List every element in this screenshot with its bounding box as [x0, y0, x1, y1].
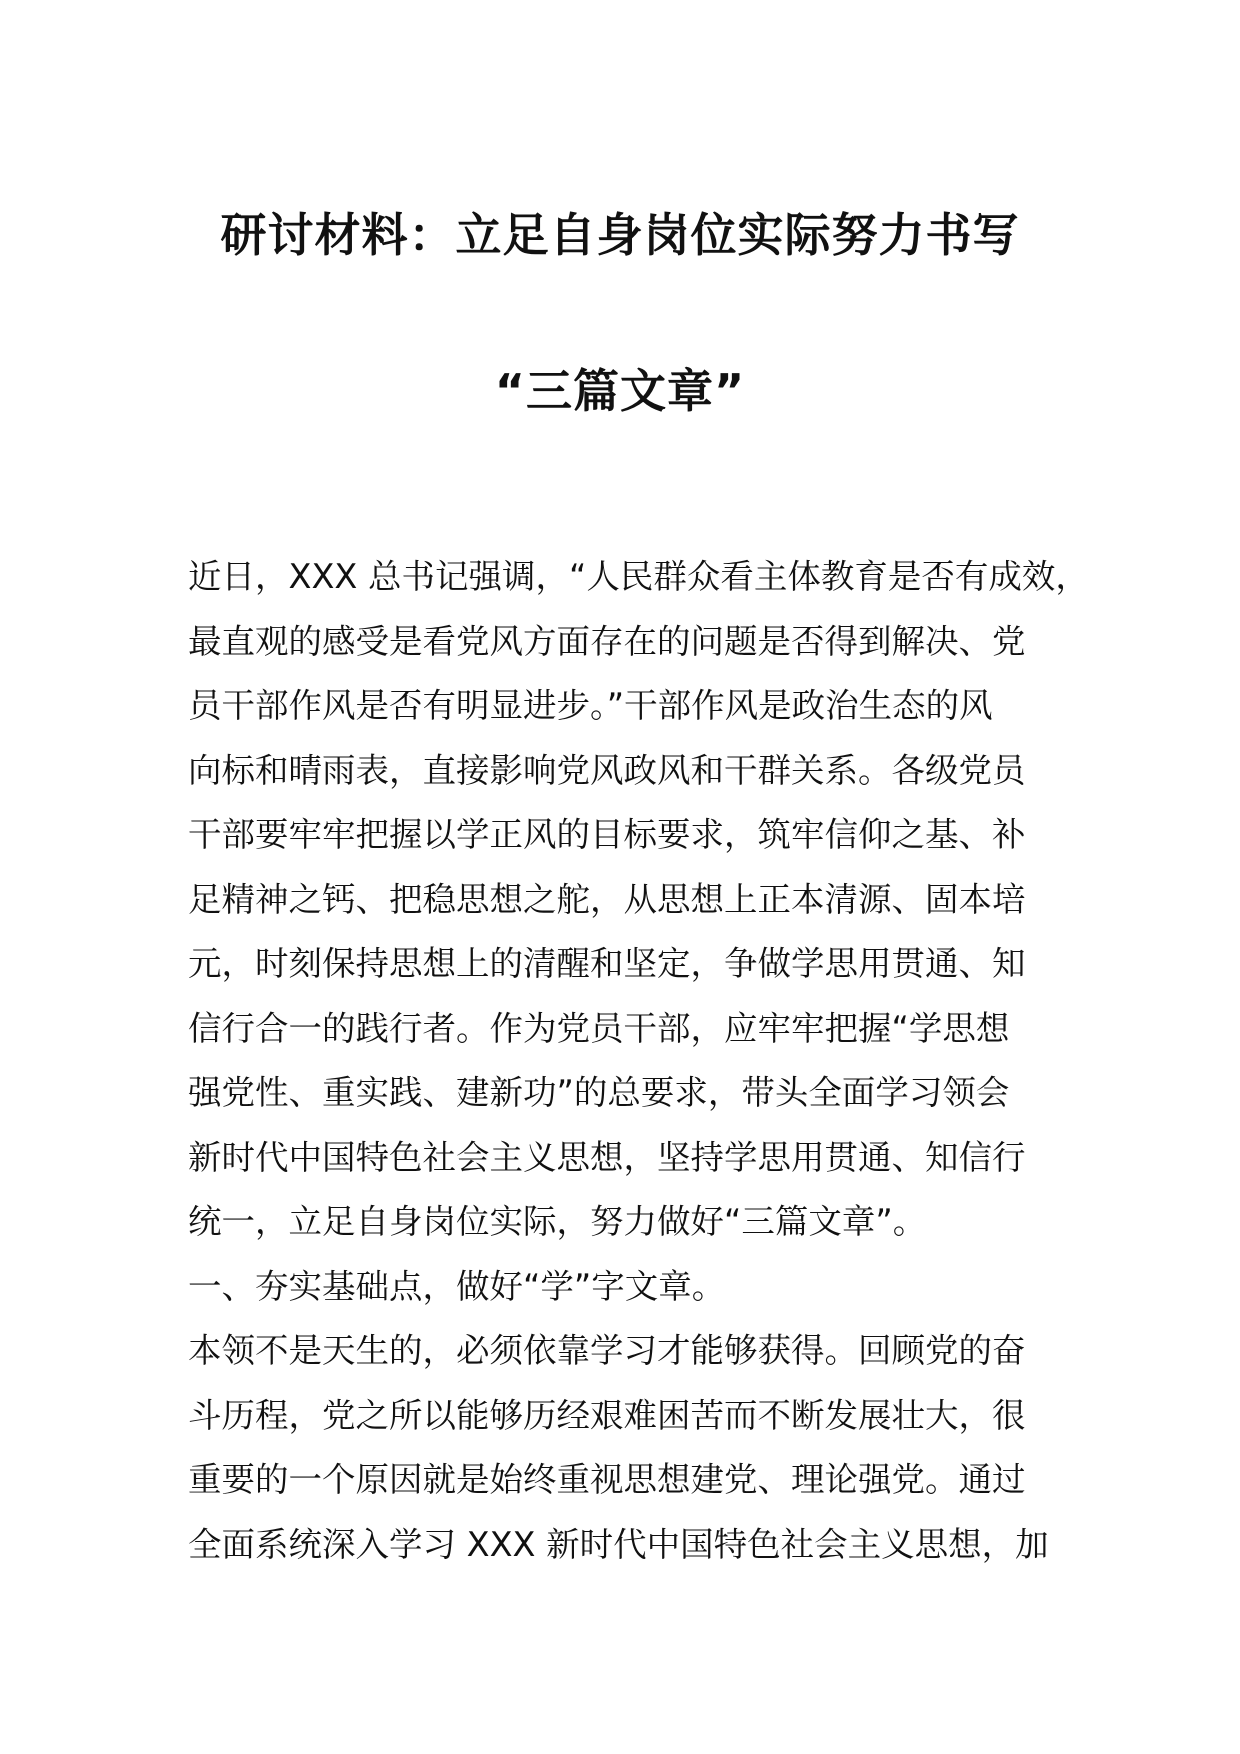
body-line: 全面系统深入学习 XXX 新时代中国特色社会主义思想，加: [188, 1524, 1049, 1564]
body-line: 元，时刻保持思想上的清醒和坚定，争做学思用贯通、知: [188, 944, 1026, 983]
body-line: 向标和晴雨表，直接影响党风政风和干群关系。各级党员: [188, 750, 1026, 790]
body-line: 斗历程，党之所以能够历经艰难困苦而不断发展壮大，很: [188, 1395, 1026, 1435]
body-line: 信行合一的践行者。作为党员干部，应牢牢把握“学思想: [188, 1008, 1010, 1048]
document-body: [188, 545, 1088, 1577]
body-line: 员干部作风是否有明显进步。”干部作风是政治生态的风: [188, 686, 993, 725]
body-line: 最直观的感受是看党风方面存在的问题是否得到解决、党: [188, 621, 1026, 661]
body-line: 近日，XXX 总书记强调，“人民群众看主体教育是否有成效，: [188, 557, 1089, 596]
document-title-line-1: 研讨材料：立足自身岗位实际努力书写: [220, 208, 1020, 262]
document-title-line-2: “三篇文章”: [494, 364, 746, 418]
body-line: 足精神之钙、把稳思想之舵，从思想上正本清源、固本培: [188, 879, 1026, 919]
body-line: 本领不是天生的，必须依靠学习才能够获得。回顾党的奋: [188, 1331, 1026, 1370]
body-line: 重要的一个原因就是始终重视思想建党、理论强党。通过: [188, 1460, 1026, 1499]
body-line: 强党性、重实践、建新功”的总要求，带头全面学习领会: [188, 1073, 1010, 1112]
section-heading: 一、夯实基础点，做好“学”字文章。: [188, 1266, 726, 1306]
body-line: 干部要牢牢把握以学正风的目标要求，筑牢信仰之基、补: [188, 815, 1026, 854]
body-line: 统一，立足自身岗位实际，努力做好“三篇文章”。: [188, 1202, 927, 1241]
body-line: 新时代中国特色社会主义思想，坚持学思用贯通、知信行: [188, 1137, 1026, 1177]
